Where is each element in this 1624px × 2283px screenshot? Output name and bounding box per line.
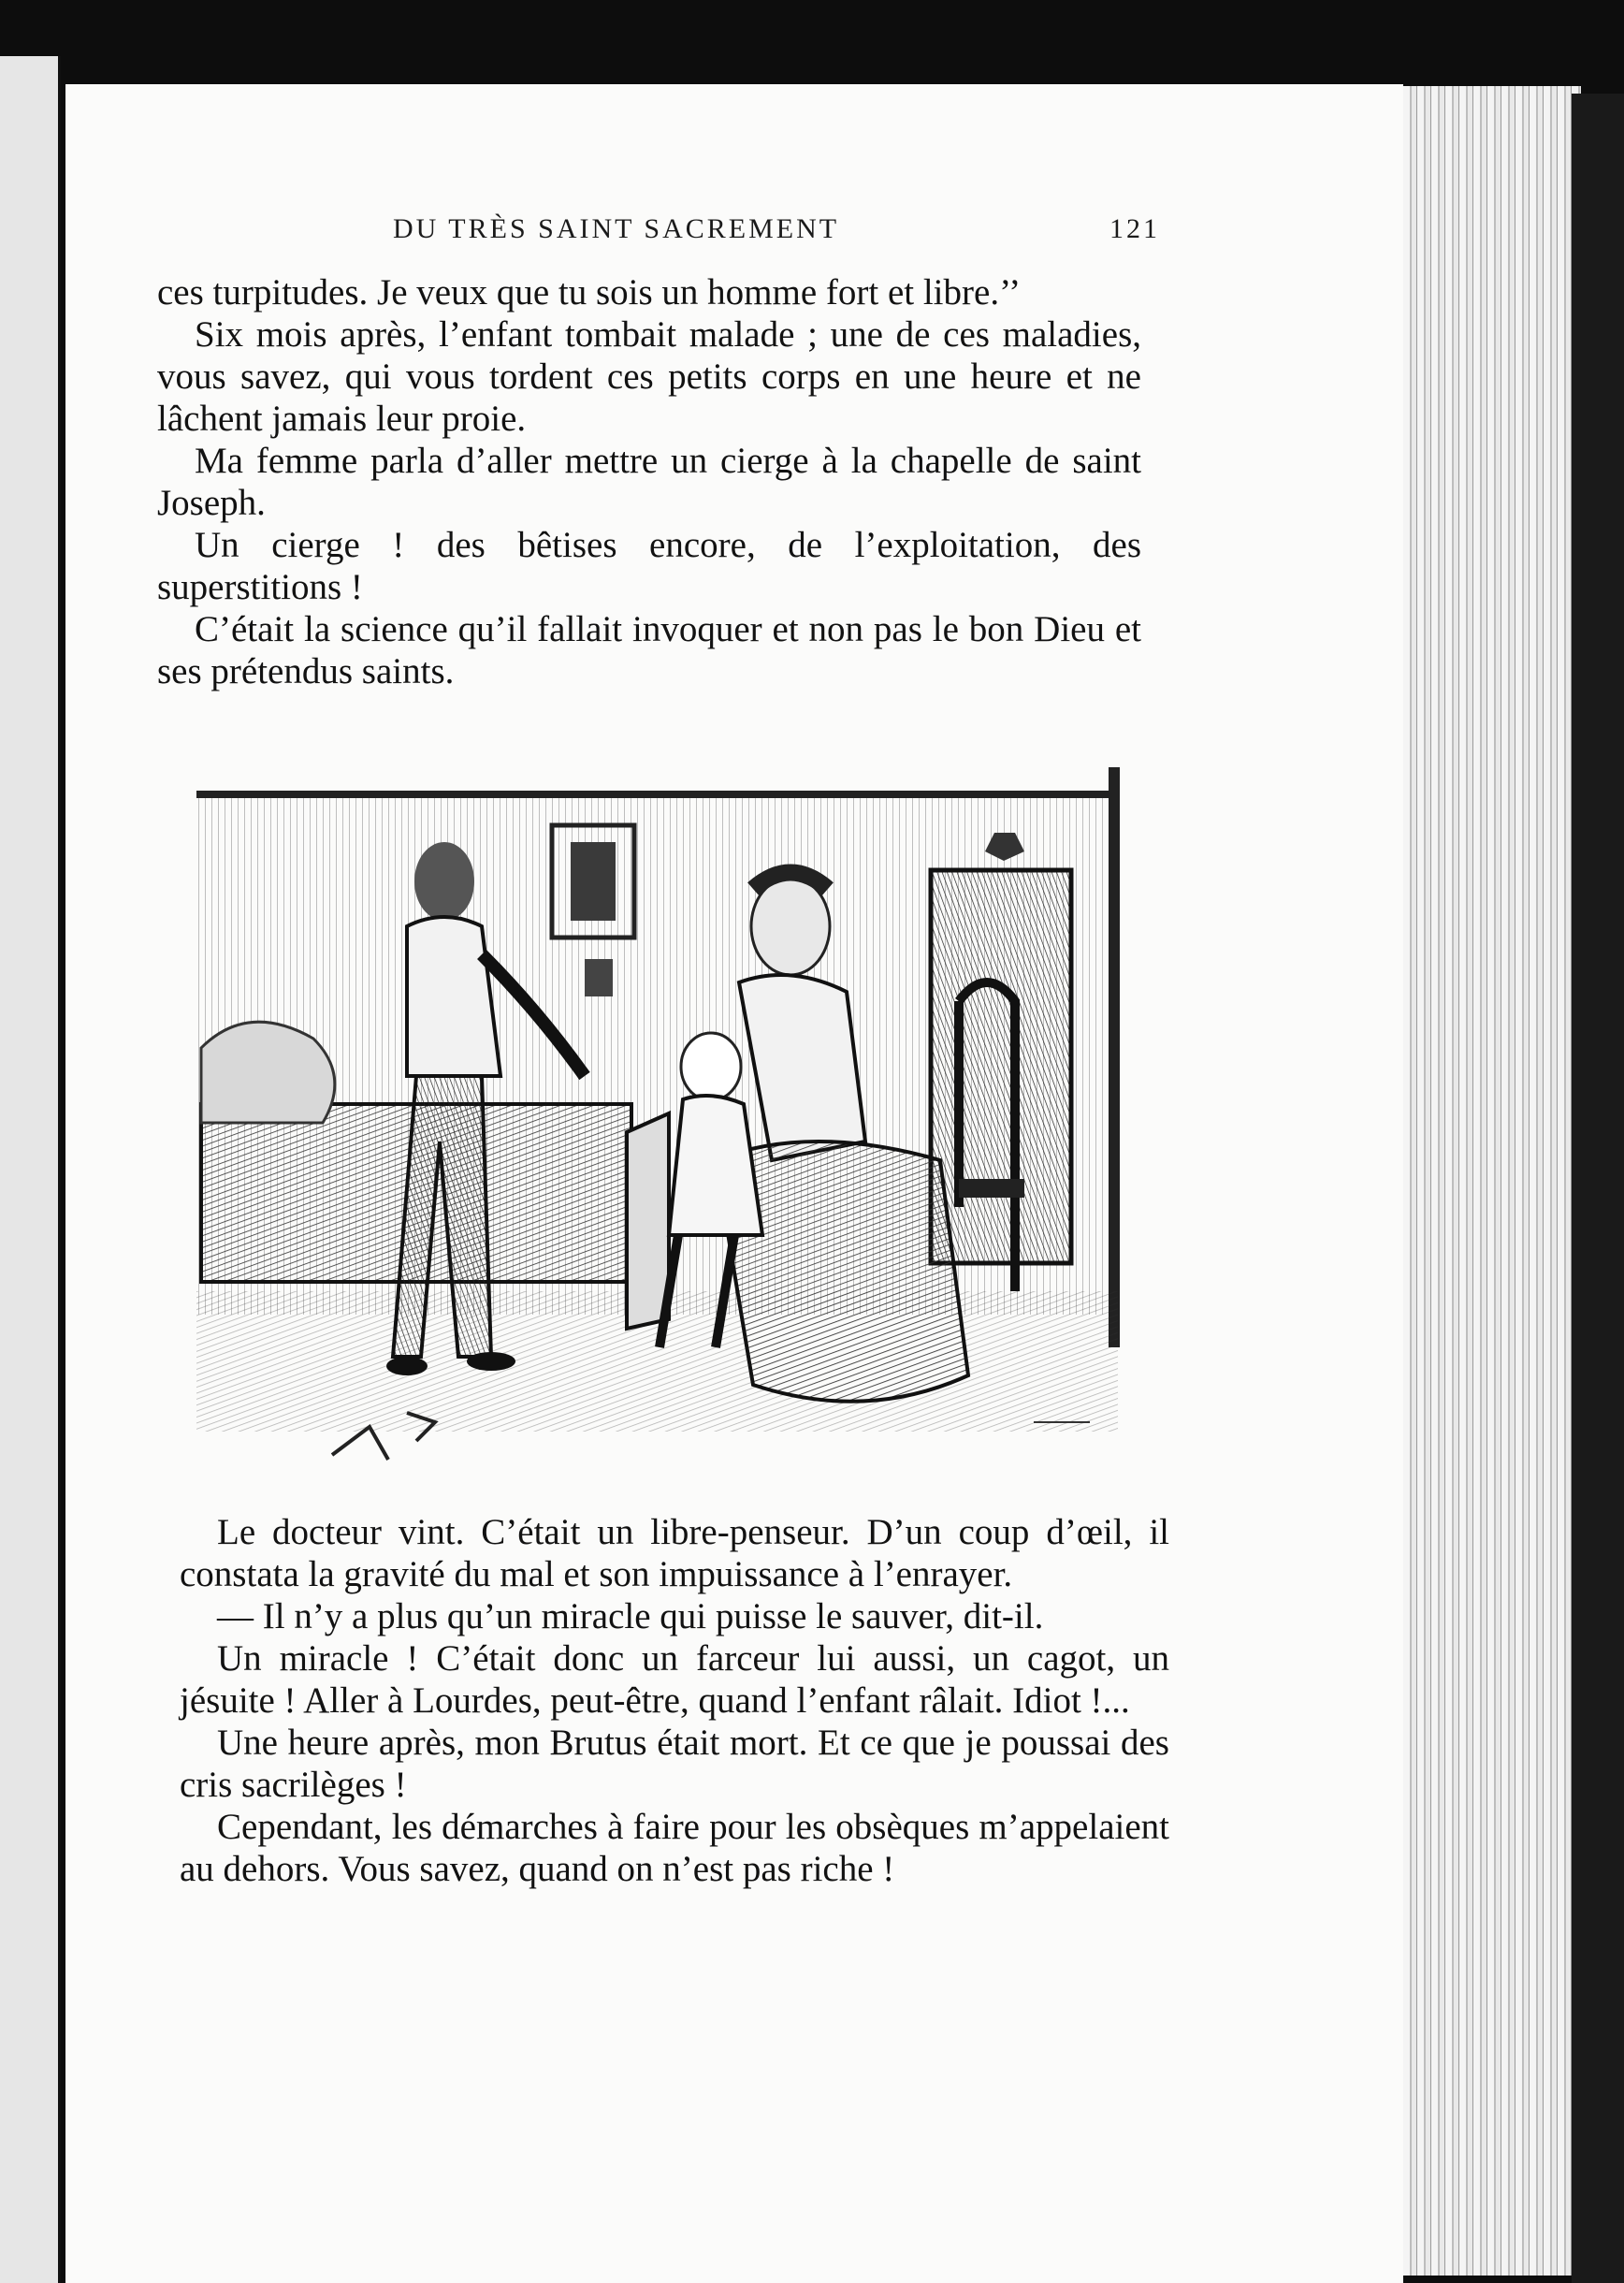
paragraph: Cependant, les démarches à faire pour les obsèques m’appelaient au dehors. Vous savez, quand on n’est pas riche !	[180, 1807, 1169, 1889]
paragraph: ces turpitudes. Je veux que tu sois un homme fort et libre.’’	[157, 272, 1022, 313]
paragraph: Six mois après, l’enfant tombait malade ; une de ces maladies, vous savez, qui vous tordent ces petits corps en une heure et ne lâchent jamais leur proie.	[157, 314, 1141, 439]
page-number: 121	[1109, 213, 1160, 244]
paragraph: C’était la science qu’il fallait invoquer et non pas le bon Dieu et ses prétendus saints.	[157, 609, 1141, 691]
cabinet	[931, 870, 1071, 1263]
book-cover-edge	[1572, 94, 1624, 2283]
facing-page-edge	[0, 56, 61, 2283]
text-block-bottom	[180, 1511, 1169, 1890]
page-edges	[1375, 86, 1581, 2276]
text-block-top	[157, 271, 1141, 692]
paragraph: Un cierge ! des bêtises encore, de l’exploitation, des superstitions !	[157, 525, 1141, 607]
paragraph: Ma femme parla d’aller mettre un cierge à la chapelle de saint Joseph.	[157, 441, 1141, 523]
paragraph: Le docteur vint. C’était un libre-penseur. D’un coup d’œil, il constata la gravité du mal et son impuissance à l’enrayer.	[180, 1512, 1169, 1594]
paragraph: — Il n’y a plus qu’un miracle qui puisse le sauver, dit-il.	[217, 1596, 1044, 1636]
paragraph: Une heure après, mon Brutus était mort. Et ce que je poussai des cris sacrilèges !	[180, 1723, 1169, 1805]
running-title: DU TRÈS SAINT SACREMENT	[393, 213, 840, 244]
engraving-illustration	[192, 767, 1127, 1506]
wall-plaque	[585, 959, 613, 996]
paragraph: Un miracle ! C’était donc un farceur lui aussi, un cagot, un jésuite ! Aller à Lourdes, peut-être, quand l’enfant râlait. Idiot !...	[180, 1638, 1169, 1721]
running-header	[393, 213, 1160, 260]
